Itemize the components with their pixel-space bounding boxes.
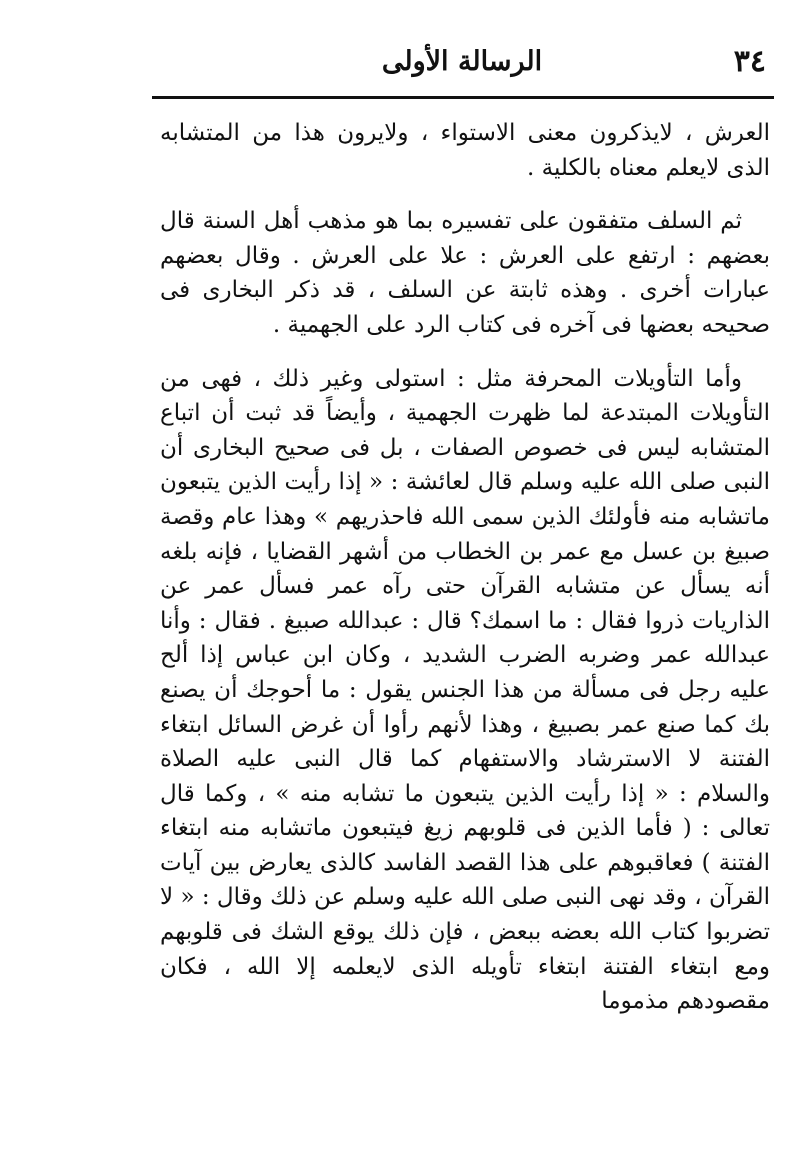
page-number: ٣٤	[733, 44, 766, 79]
page-header	[152, 40, 772, 92]
body-text	[160, 116, 770, 1019]
paragraph-2: ثم السلف متفقون على تفسيره بما هو مذهب أهل السنة قال بعضهم : ارتفع على العرش : علا على العرش . وقال بعضهم عبارات أخرى . وهذه ثابتة عن السلف ، قد ذكر البخارى فى صحيحه بعضها فى آخره فى كتاب الرد على الجهمية .	[160, 208, 770, 338]
paragraph-3: وأما التأويلات المحرفة مثل : استولى وغير ذلك ، فهى من التأويلات المبتدعة لما ظهرت الجهمية ، وأيضاً قد ثبت أن اتباع المتشابه ليس فى خصوص الصفات ، بل فى صحيح البخارى أن النبى صلى الله عليه وسلم قال لعائشة : « إذا رأيت الذين يتبعون ماتشابه منه فأولئك الذين سمى الله فاحذريهم » وهذا عام وقصة صبيغ بن عسل مع عمر بن الخطاب من أشهر القضايا ، فإنه بلغه أنه يسأل عن متشابه القرآن حتى رآه عمر فسأل عمر عن الذاريات ذروا فقال : ما اسمك؟ قال : عبدالله صبيغ . فقال : وأنا عبدالله عمر وضربه الضرب الشديد ، وكان ابن عباس إذا ألح عليه رجل فى مسألة من هذا الجنس يقول : ما أحوجك أن يصنع بك كما صنع عمر بصبيغ ، وهذا لأنهم رأوا أن غرض السائل ابتغاء الفتنة لا الاسترشاد والاستفهام كما قال النبى عليه الصلاة والسلام : « إذا رأيت الذين يتبعون ما تشابه منه » ، وكما قال تعالى : ( فأما الذين فى قلوبهم زيغ فيتبعون ماتشابه منه ابتغاء الفتنة ) فعاقبوهم على هذا القصد الفاسد كالذى يعارض بين آيات القرآن ، وقد نهى النبى صلى الله عليه وسلم عن ذلك وقال : « لا تضربوا كتاب الله بعضه ببعض ، فإن ذلك يوقع الشك فى قلوبهم ومع ابتغاء الفتنة ابتغاء تأويله الذى لايعلمه إلا الله ، فكان مقصودهم مذموما	[160, 365, 770, 1015]
header-rule	[152, 96, 774, 99]
paragraph-1: العرش ، لايذكرون معنى الاستواء ، ولايرون هذا من المتشابه الذى لايعلم معناه بالكلية .	[160, 120, 770, 181]
running-title: الرسالة الأولى	[381, 46, 543, 77]
